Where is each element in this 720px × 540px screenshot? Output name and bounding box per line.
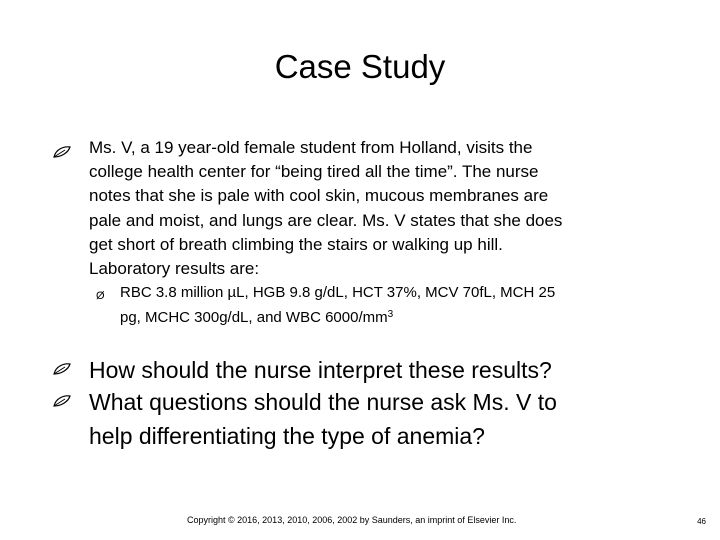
case-description — [89, 136, 562, 281]
case-line: college health center for “being tired all the time”. The nurse — [89, 162, 539, 182]
question-2-line: What questions should the nurse ask Ms. V to — [89, 389, 557, 415]
question-2-line: help differentiating the type of anemia? — [89, 423, 485, 449]
question-1: How should the nurse interpret these results? — [89, 357, 552, 383]
case-line: Laboratory results are: — [89, 259, 260, 279]
leaf-bullet-icon — [52, 394, 72, 408]
page-number: 46 — [697, 517, 706, 526]
case-line: get short of breath climbing the stairs or walking up hill. — [89, 234, 503, 254]
leaf-bullet-icon — [52, 145, 72, 159]
case-line: Ms. V, a 19 year-old female student from Holland, visits the — [89, 138, 533, 157]
lab-results-line: RBC 3.8 million µL, HGB 9.8 g/dL, HCT 37%, MCV 70fL, MCH 25 — [120, 284, 556, 301]
slide-title: Case Study — [274, 48, 446, 85]
arrow-bullet-icon: Ø — [96, 290, 105, 302]
superscript: 3 — [387, 309, 394, 320]
case-line: notes that she is pale with cool skin, mucous membranes are — [89, 186, 549, 206]
case-line: pale and moist, and lungs are clear. Ms. V states that she does — [89, 210, 563, 230]
lab-results-line: pg, MCHC 300g/dL, and WBC $6000/mm^3$ — [120, 309, 394, 326]
leaf-bullet-icon — [52, 362, 72, 376]
copyright-footer: Copyright © 2016, 2013, 2010, 2006, 2002 by Saunders, an imprint of Elsevier Inc. — [187, 515, 517, 525]
lab-results — [120, 282, 555, 329]
